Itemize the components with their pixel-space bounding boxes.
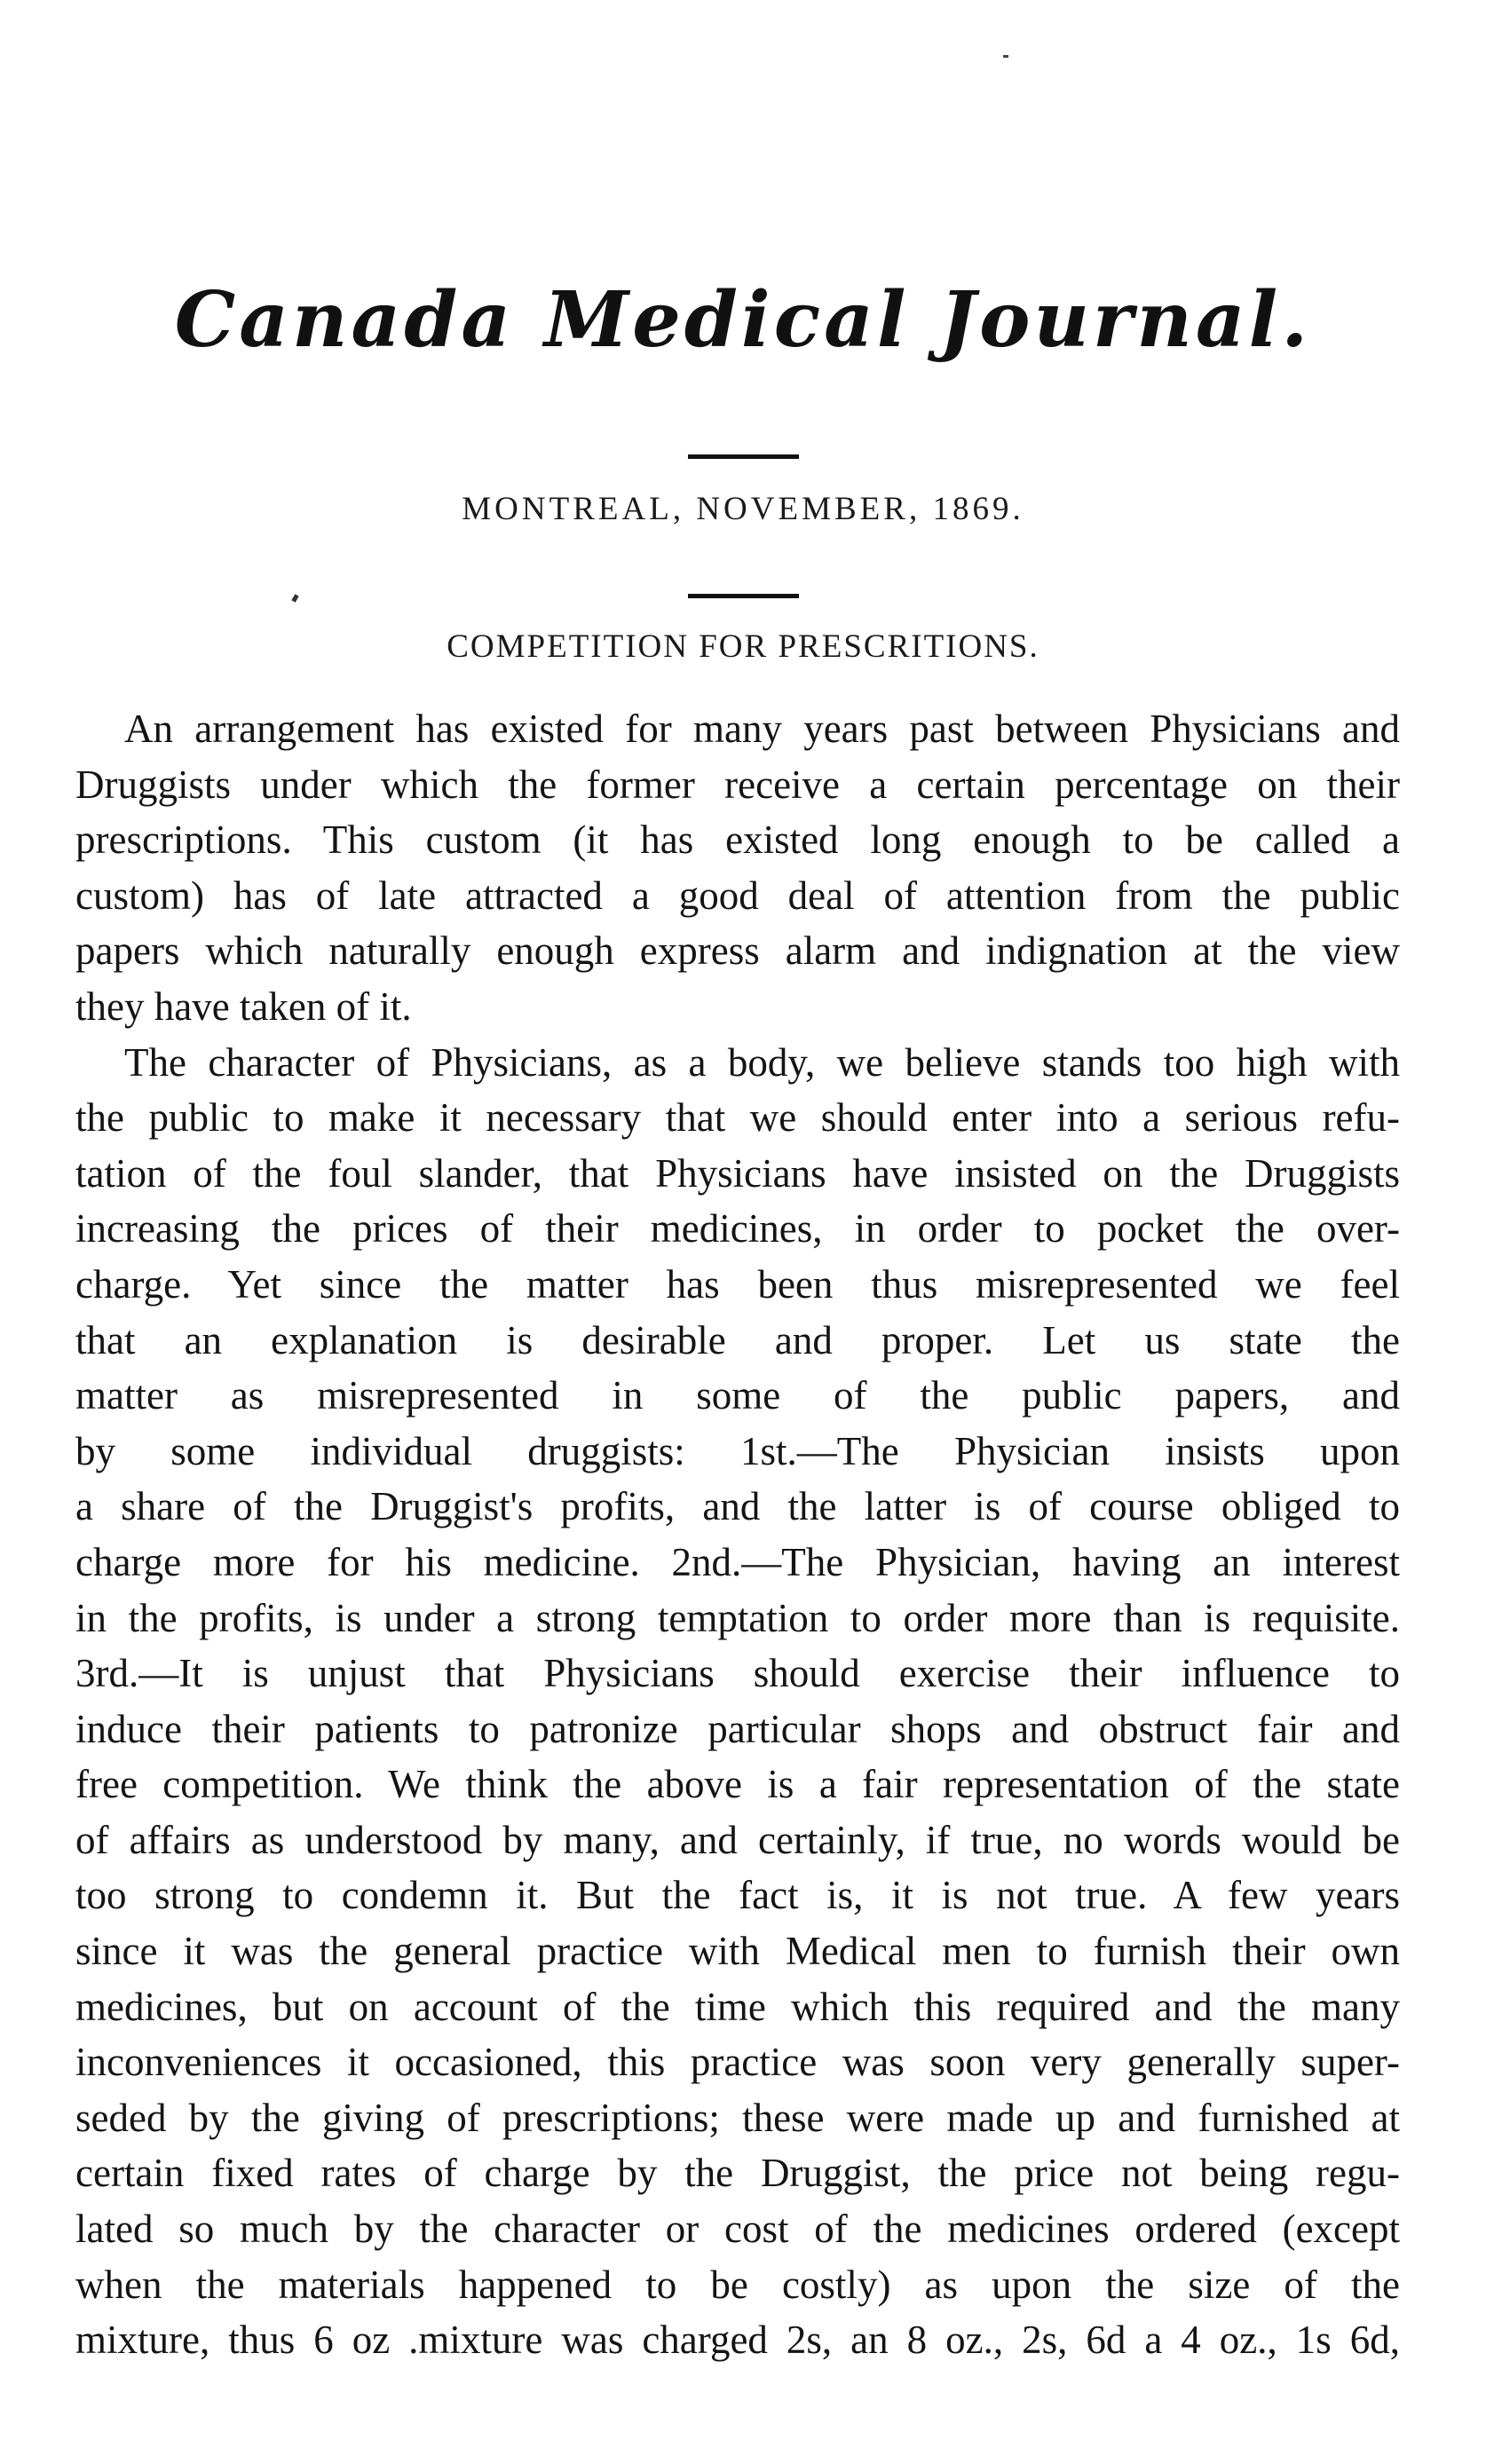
text-line: papers which naturally enough express alarm and indignation at the view <box>75 928 1400 974</box>
text-line: by some individual druggists: 1st.—The Physician insists upon <box>75 1428 1400 1473</box>
divider-rule-bottom <box>688 594 799 598</box>
text-line: in the profits, is under a strong temptation to order more than is requisite. <box>75 1595 1400 1640</box>
text-line: prescriptions. This custom (it has existed long enough to be called a <box>75 817 1400 863</box>
text-line: the public to make it necessary that we should enter into a serious refu- <box>75 1095 1400 1141</box>
text-line: medicines, but on account of the time which this required and the many <box>75 1984 1400 2029</box>
text-line: when the materials happened to be costly) as upon the size of the <box>75 2262 1400 2307</box>
text-line: that an explanation is desirable and proper. Let us state the <box>75 1317 1400 1362</box>
article-heading: COMPETITION FOR PRESCRITIONS. <box>447 628 1039 665</box>
text-line: free competition. We think the above is a fair representation of the state <box>75 1762 1400 1807</box>
ink-speck <box>1003 55 1008 58</box>
text-line: seded by the giving of prescriptions; these were made up and furnished at <box>75 2095 1400 2140</box>
text-line: charge. Yet since the matter has been thus misrepresented we feel <box>75 1261 1400 1307</box>
text-line: Druggists under which the former receive a certain percentage on their <box>75 762 1400 807</box>
journal-masthead: Canada Medical Journal. <box>174 275 1312 365</box>
text-line: inconveniences it occasioned, this practice was soon very generally super- <box>75 2040 1400 2085</box>
text-line: induce their patients to patronize particular shops and obstruct fair and <box>75 1706 1400 1751</box>
text-line: 3rd.—It is unjust that Physicians should exercise their influence to <box>75 1651 1400 1696</box>
text-line: certain fixed rates of charge by the Druggist, the price not being regu- <box>75 2151 1400 2196</box>
text-line: charge more for his medicine. 2nd.—The Physician, having an interest <box>75 1539 1400 1584</box>
text-line: matter as misrepresented in some of the public papers, and <box>75 1373 1400 1418</box>
text-line: tation of the foul slander, that Physicians have insisted on the Druggists <box>75 1150 1400 1196</box>
dateline: MONTREAL, NOVEMBER, 1869. <box>462 491 1024 527</box>
text-line: mixture, thus 6 oz .mixture was charged 2s, an 8 oz., 2s, 6d a 4 oz., 1s 6d, <box>75 2318 1400 2363</box>
text-line: a share of the Druggist's profits, and the latter is of course obliged to <box>75 1484 1400 1529</box>
text-line: An arrangement has existed for many years past between Physicians and <box>124 707 1400 751</box>
text-line: too strong to condemn it. But the fact is, it is not true. A few years <box>75 1873 1400 1918</box>
text-line: they have taken of it. <box>75 983 412 1029</box>
text-line: lated so much by the character or cost of the medicines ordered (except <box>75 2207 1400 2252</box>
text-line: custom) has of late attracted a good deal of attention from the public <box>75 873 1400 918</box>
ink-speck-2 <box>291 594 298 602</box>
text-line: since it was the general practice with Medical men to furnish their own <box>75 1929 1400 1974</box>
divider-rule-top <box>688 454 799 459</box>
text-line: increasing the prices of their medicines, in order to pocket the over- <box>75 1206 1400 1252</box>
article-body <box>75 701 1400 2368</box>
text-line: The character of Physicians, as a body, we believe stands too high with <box>124 1039 1400 1085</box>
text-line: of affairs as understood by many, and certainly, if true, no words would be <box>75 1817 1400 1862</box>
